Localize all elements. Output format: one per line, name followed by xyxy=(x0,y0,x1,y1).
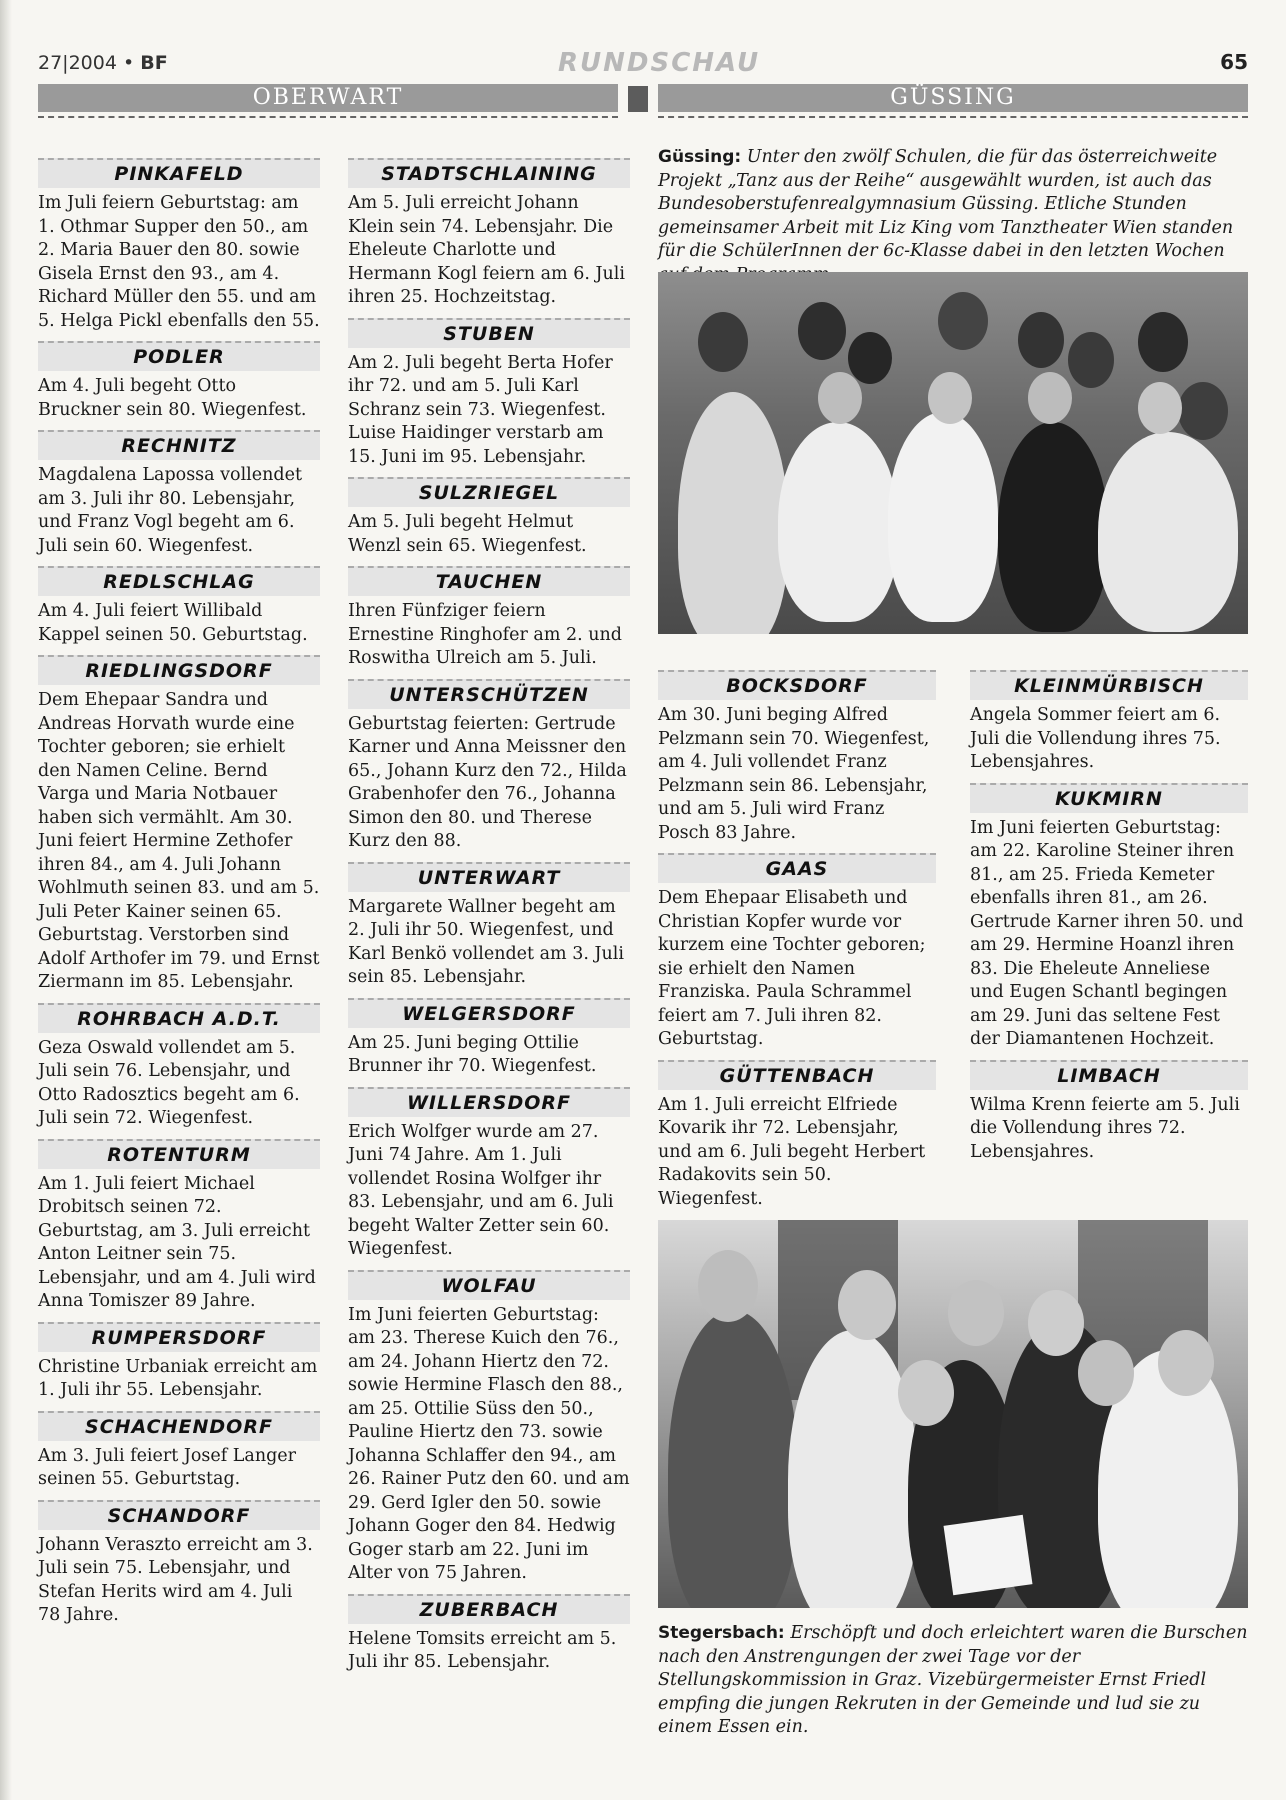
section-text: Christine Urbaniak erreicht am 1. Juli ihr 55. Lebensjahr. xyxy=(38,1356,318,1400)
section-title: LIMBACH xyxy=(970,1060,1248,1090)
section-title: WELGERSDORF xyxy=(348,998,630,1028)
section-text: Margarete Wallner begeht am 2. Juli ihr 50. Wiegenfest, und Karl Benkö vollendet am 3. Juli sein 85. Lebensjahr. xyxy=(348,896,624,987)
section-text: Am 1. Juli erreicht Elfriede Kovarik ihr 72. Lebensjahr, und am 6. Juli begeht Herbert Radakovits sein 50. Wiegenfest. xyxy=(658,1094,926,1209)
news-section xyxy=(348,679,630,854)
news-section xyxy=(348,998,630,1079)
caption-text: Erschöpft und doch erleichtert waren die Burschen nach den Anstrengungen der zwei Tage vor der Stellungskommission in Graz. Vizebürgermeister Ernst Friedl empfing die jungen Rekruten in der Gemeinde und lud sie zu einem Essen ein. xyxy=(658,1623,1248,1737)
section-title: KLEINMÜRBISCH xyxy=(970,670,1248,700)
news-section xyxy=(348,477,630,558)
section-title: SULZRIEGEL xyxy=(348,477,630,507)
column-2 xyxy=(348,158,630,1683)
section-text: Geburtstag feierten: Gertrude Karner und Anna Meissner den 65., Johann Kurz den 72., Hilda Grabenhofer den 76., Johanna Simon den 80. und Therese Kurz den 88. xyxy=(348,713,627,851)
news-section xyxy=(348,318,630,470)
column-4 xyxy=(970,670,1248,1172)
section-title: PINKAFELD xyxy=(38,158,320,188)
news-section xyxy=(348,566,630,671)
section-text: Am 5. Juli erreicht Johann Klein sein 74. Lebensjahr. Die Eheleute Charlotte und Hermann Kogl feiern am 6. Juli ihren 25. Hochzeitstag. xyxy=(348,193,625,307)
section-title: SCHACHENDORF xyxy=(38,1411,320,1441)
news-section xyxy=(38,341,320,422)
news-section xyxy=(38,1322,320,1403)
section-text: Erich Wolfger wurde am 27. Juni 74 Jahre. Am 1. Juli vollendet Rosina Wolfger ihr 83. Lebensjahr, und am 6. Juli begeht Walter Zetter sein 60. Wiegenfest. xyxy=(348,1121,614,1259)
region-bar-left: OBERWART xyxy=(38,84,618,112)
section-text: Magdalena Lapossa vollendet am 3. Juli ihr 80. Lebensjahr, und Franz Vogl begeht am 6. Juli sein 60. Wiegenfest. xyxy=(38,465,302,556)
section-title: KUKMIRN xyxy=(970,783,1248,813)
section-text: Im Juni feierten Geburtstag: am 22. Karoline Steiner ihren 81., am 25. Frieda Kemeter ebenfalls ihren 81., am 26. Gertrude Karner ihren 50. und am 29. Hermine Hoanzl ihren 83. Die Eheleute Anneliese und Eugen Schantl begingen am 29. Juni das seltene Fest der Diamantenen Hochzeit. xyxy=(970,817,1244,1049)
section-title: RIEDLINGSDORF xyxy=(38,655,320,685)
section-text: Im Juli feiern Geburtstag: am 1. Othmar Supper den 50., am 2. Maria Bauer den 80. sowie Gisela Ernst den 93., am 4. Richard Müller den 55. und am 5. Helga Pickl ebenfalls den 55. xyxy=(38,193,320,331)
section-title: GAAS xyxy=(658,853,936,883)
section-text: Am 2. Juli begeht Berta Hofer ihr 72. und am 5. Juli Karl Schranz sein 73. Wiegenfest. Luise Haidinger verstarb am 15. Juni im 95. Lebensjahr. xyxy=(348,352,613,467)
photo-caption xyxy=(658,1622,1248,1740)
news-section xyxy=(658,853,936,1052)
page-header xyxy=(38,48,1248,80)
section-title: STUBEN xyxy=(348,318,630,348)
section-text: Im Juni feierten Geburtstag: am 23. Therese Kuich den 76., am 24. Johann Hiertz den 72. sowie Hermine Flasch den 88., am 25. Ottilie Süss den 50., Pauline Hiertz den 73. sowie Johanna Schlaffer den 94., am 26. Rainer Putz den 60. und am 29. Gerd Igler den 50. sowie Johann Goger den 84. Hedwig Goger starb am 22. Juni im Alter von 75 Jahren. xyxy=(348,1304,630,1583)
section-title: RUMPERSDORF xyxy=(38,1322,320,1352)
news-section xyxy=(38,430,320,558)
news-section xyxy=(658,670,936,845)
section-text: Johann Veraszto erreicht am 3. Juli sein 75. Lebensjahr, und Stefan Herits wird am 4. Juli 78 Jahre. xyxy=(38,1534,313,1625)
section-title: STADTSCHLAINING xyxy=(348,158,630,188)
issue-number: 27|2004 • xyxy=(38,52,135,74)
news-section xyxy=(348,158,630,310)
section-text: Helene Tomsits erreicht am 5. Juli ihr 85. Lebensjahr. xyxy=(348,1628,617,1672)
section-text: Am 4. Juli feiert Willibald Kappel seinen 50. Geburtstag. xyxy=(38,601,308,645)
section-title: PODLER xyxy=(38,341,320,371)
page-spine-shadow xyxy=(0,0,12,1800)
news-section xyxy=(38,1500,320,1628)
news-section xyxy=(38,158,320,333)
section-title: UNTERWART xyxy=(348,862,630,892)
page-number: 65 xyxy=(1220,50,1248,74)
dance-class-photo xyxy=(658,272,1248,634)
lead-article xyxy=(658,146,1248,287)
section-title: WOLFAU xyxy=(348,1270,630,1300)
magazine-title: RUNDSCHAU xyxy=(558,48,761,78)
news-section xyxy=(970,670,1248,775)
section-text: Am 1. Juli feiert Michael Drobitsch seinen 72. Geburtstag, am 3. Juli erreicht Anton Leitner sein 75. Lebensjahr, und am 4. Juli wird Anna Tomiszer 89 Jahre. xyxy=(38,1173,316,1311)
section-title: UNTERSCHÜTZEN xyxy=(348,679,630,709)
section-title: ZUBERBACH xyxy=(348,1594,630,1624)
section-text: Dem Ehepaar Elisabeth und Christian Kopfer wurde vor kurzem eine Tochter geboren; sie erhielt den Namen Franziska. Paula Schrammel feiert am 7. Juli ihren 82. Geburtstag. xyxy=(658,888,926,1049)
news-section xyxy=(38,1139,320,1314)
section-title: ROTENTURM xyxy=(38,1139,320,1169)
section-text: Am 5. Juli begeht Helmut Wenzl sein 65. Wiegenfest. xyxy=(348,512,587,556)
column-3 xyxy=(658,670,936,1219)
news-section xyxy=(658,1060,936,1212)
news-section xyxy=(348,1087,630,1262)
caption-place: Stegersbach: xyxy=(658,1623,785,1643)
news-section xyxy=(970,783,1248,1052)
section-text: Am 30. Juni beging Alfred Pelzmann sein 70. Wiegenfest, am 4. Juli vollendet Franz Pelzmann sein 86. Lebensjahr, und am 5. Juli wird Franz Posch 83 Jahre. xyxy=(658,705,930,843)
section-text: Ihren Fünfziger feiern Ernestine Ringhofer am 2. und Roswitha Ulreich am 5. Juli. xyxy=(348,601,622,668)
region-bar-right: GÜSSING xyxy=(658,84,1248,112)
section-title: BOCKSDORF xyxy=(658,670,936,700)
section-title: REDLSCHLAG xyxy=(38,566,320,596)
section-text: Geza Oswald vollendet am 5. Juli sein 76. Lebensjahr, und Otto Radosztics begeht am 6. Juli sein 72. Wiegenfest. xyxy=(38,1037,300,1128)
section-text: Dem Ehepaar Sandra und Andreas Horvath wurde eine Tochter geboren; sie erhielt den Namen Celine. Bernd Varga und Maria Notbauer haben sich vermählt. Am 30. Juni feiert Hermine Zethofer ihren 84., am 4. Juli Johann Wohlmuth seinen 83. und am 5. Juli Peter Kainer seinen 65. Geburtstag. Verstorben sind Adolf Arthofer im 79. und Ernst Ziermann im 85. Lebensjahr. xyxy=(38,690,320,992)
section-text: Wilma Krenn feierte am 5. Juli die Vollendung ihres 72. Lebensjahres. xyxy=(970,1094,1240,1162)
section-text: Am 4. Juli begeht Otto Bruckner sein 80. Wiegenfest. xyxy=(38,376,307,420)
section-title: GÜTTENBACH xyxy=(658,1060,936,1090)
region-divider-right xyxy=(658,116,1248,118)
section-title: TAUCHEN xyxy=(348,566,630,596)
news-section xyxy=(348,862,630,990)
news-section xyxy=(970,1060,1248,1165)
section-text: Am 25. Juni beging Ottilie Brunner ihr 70. Wiegenfest. xyxy=(348,1032,597,1076)
news-section xyxy=(38,655,320,995)
paper-name: BF xyxy=(140,52,168,74)
news-section xyxy=(38,1411,320,1492)
news-section xyxy=(348,1270,630,1586)
news-section xyxy=(348,1594,630,1675)
section-title: WILLERSDORF xyxy=(348,1087,630,1117)
lead-text: Unter den zwölf Schulen, die für das österreichweite Projekt „Tanz aus der Reihe“ ausgewählt wurden, ist auch das Bundesoberstufenrealgymnasium Güssing. Etliche Stunden gemeinsamer Arbeit mit Liz King vom Tanztheater Wien standen für die SchülerInnen der 6c-Klasse dabei in den letzten Wochen xyxy=(658,147,1234,261)
column-1 xyxy=(38,158,320,1636)
region-divider-left xyxy=(38,116,618,118)
section-text: Am 3. Juli feiert Josef Langer seinen 55. Geburtstag. xyxy=(38,1445,297,1489)
recruits-photo xyxy=(658,1220,1248,1608)
section-title: ROHRBACH A.D.T. xyxy=(38,1003,320,1033)
region-bar-separator xyxy=(628,86,648,112)
lead-place: Güssing: xyxy=(658,147,742,167)
news-section xyxy=(38,1003,320,1131)
section-title: RECHNITZ xyxy=(38,430,320,460)
section-text: Angela Sommer feiert am 6. Juli die Vollendung ihres 75. Lebensjahres. xyxy=(970,705,1221,772)
issue-label xyxy=(38,52,168,74)
news-section xyxy=(38,566,320,647)
section-title: SCHANDORF xyxy=(38,1500,320,1530)
